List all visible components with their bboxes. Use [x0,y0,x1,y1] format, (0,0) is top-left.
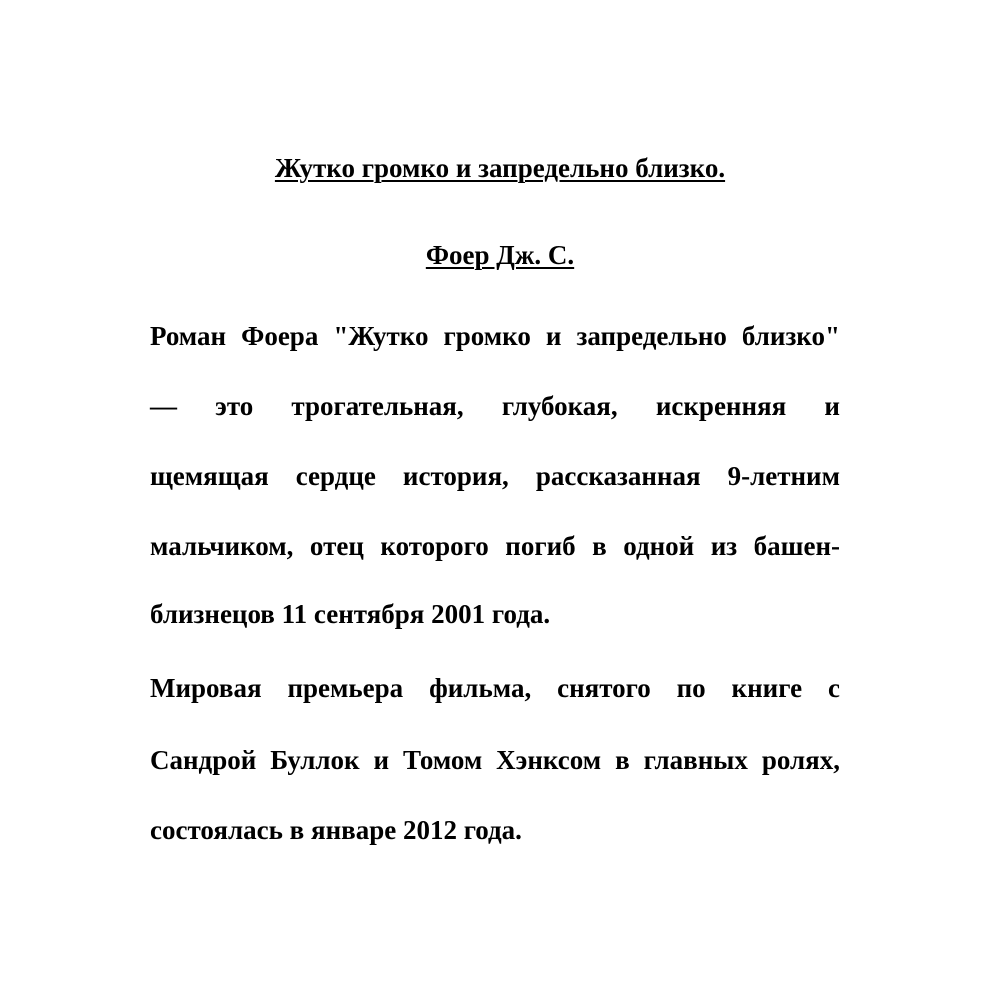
paragraph-film [150,670,840,850]
paragraph-line: близнецов 11 сентября 2001 года. [150,599,551,629]
paragraph-line: Роман Фоера "Жутко громко и запредельно близко" [150,321,840,351]
paragraph-line: — это трогательная, глубокая, искренняя и [150,391,840,421]
paragraph-line: состоялась в январе 2012 года. [150,815,522,845]
paragraph-line: щемящая сердце история, рассказанная 9-летним [150,461,840,491]
paragraph-synopsis [150,318,840,629]
paragraph-line: Сандрой Буллок и Томом Хэнксом в главных ролях, [150,745,840,775]
book-author: Фоер Дж. С. [425,240,575,270]
paragraph-line: мальчиком, отец которого погиб в одной из башен- [150,531,840,561]
book-title: Жутко громко и запредельно близко. [274,153,726,183]
paragraph-line: Мировая премьера фильма, снятого по книге с [150,673,840,703]
